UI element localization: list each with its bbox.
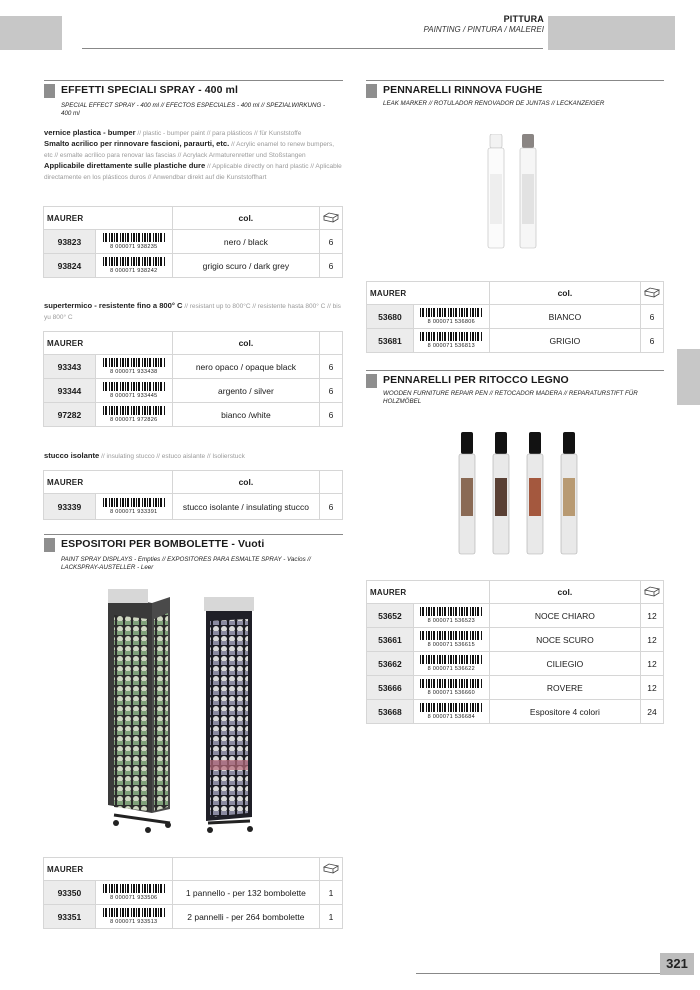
brand-logo: MAURER xyxy=(44,207,173,230)
package-icon xyxy=(323,863,339,874)
barcode xyxy=(103,382,165,391)
section-subtitle: WOODEN FURNITURE REPAIR PEN // RETOCADOR MADERA // REPARATURSTIFT FÜR HOLZMÖBEL xyxy=(383,390,638,405)
table-row: 93351 8 000071 933513 2 pannelli - per 264 bombolette 1 xyxy=(44,905,343,929)
spray-desc-3: Applicabile direttamente sulle plastiche dure // Applicable directly on hard plastic // Aplicable directamente en los plásticos duros // Anwendbar direkt auf die Kunststoffhart xyxy=(44,161,342,181)
table-row: 53668 8 000071 536684 Espositore 4 colori 24 xyxy=(367,700,664,724)
page-header xyxy=(424,14,544,34)
header-block-left xyxy=(0,16,62,50)
table-wood xyxy=(366,580,664,724)
barcode xyxy=(103,908,165,917)
side-tab xyxy=(677,349,700,405)
col-header: col. xyxy=(172,471,319,494)
header-block-right xyxy=(548,16,675,50)
package-icon xyxy=(644,586,660,597)
table-row: 93824 8 000071 938242 grigio scuro / dark grey 6 xyxy=(44,254,343,278)
section-spray xyxy=(44,80,343,183)
table-row: 93339 8 000071 933391 stucco isolante / insulating stucco 6 xyxy=(44,494,343,520)
table-row: 53662 8 000071 536622 CILIEGIO 12 xyxy=(367,652,664,676)
table-thermo xyxy=(43,331,343,427)
barcode xyxy=(420,655,482,664)
footer-rule xyxy=(416,973,660,974)
brand-logo: MAURER xyxy=(367,282,490,305)
barcode xyxy=(103,406,165,415)
barcode xyxy=(103,257,165,266)
table-row: 53666 8 000071 536660 ROVERE 12 xyxy=(367,676,664,700)
header-subtitle: PAINTING / PINTURA / MALEREI xyxy=(423,25,544,34)
barcode xyxy=(420,679,482,688)
table-row: 97282 8 000071 972826 bianco /white 6 xyxy=(44,403,343,427)
table-row: 93350 8 000071 933506 1 pannello - per 132 bombolette 1 xyxy=(44,881,343,905)
table-row: 53661 8 000071 536615 NOCE SCURO 12 xyxy=(367,628,664,652)
table-row: 53681 8 000071 536813 GRIGIO 6 xyxy=(367,329,664,353)
col-header: col. xyxy=(172,332,319,355)
grout-markers-image xyxy=(484,134,544,254)
section-marker xyxy=(44,84,55,98)
section-marker xyxy=(366,84,377,98)
section-title: PENNARELLI PER RITOCCO LEGNO xyxy=(383,374,569,386)
barcode xyxy=(103,233,165,242)
section-subtitle: SPECIAL EFFECT SPRAY - 400 ml // EFECTOS ESPECIALES - 400 ml // SPEZIALWIRKUNG - 400 ml xyxy=(61,102,326,117)
brand-logo: MAURER xyxy=(44,471,173,494)
barcode xyxy=(420,332,482,341)
brand-logo: MAURER xyxy=(44,332,173,355)
display-stands-image xyxy=(100,585,270,840)
barcode xyxy=(103,884,165,893)
col-header: col. xyxy=(489,581,640,604)
table-stucco xyxy=(43,470,343,520)
spray-desc-1: vernice plastica - bumper // plastic - bumper paint // para plásticos // für Kunststoffe xyxy=(44,128,302,137)
package-icon xyxy=(644,287,660,298)
table-displays xyxy=(43,857,343,929)
table-row: 93344 8 000071 933445 argento / silver 6 xyxy=(44,379,343,403)
brand-logo: MAURER xyxy=(367,581,490,604)
barcode xyxy=(103,358,165,367)
section-wood xyxy=(366,370,664,406)
table-spray xyxy=(43,206,343,278)
barcode xyxy=(103,498,165,507)
section-subtitle: PAINT SPRAY DISPLAYS - Empties // EXPOSITORES PARA ESMALTE SPRAY - Vacíos // LACKSPRAY-AUSTELLER - Leer xyxy=(61,556,311,571)
table-row: 93823 8 000071 938235 nero / black 6 xyxy=(44,230,343,254)
section-title: PENNARELLI RINNOVA FUGHE xyxy=(383,84,543,96)
thermo-desc: supertermico - resistente fino a 800° C // resistant up to 800°C // resistente hasta 800° C // bis yu 800° C xyxy=(44,301,341,321)
section-marker xyxy=(366,374,377,388)
spray-desc-2: Smalto acrilico per rinnovare fascioni, paraurti, etc. // Acrylic enamel to renew bumpers, etc // esmalte acrílico para renovar las fascias // Acrylack Armaturenretter und Stoßstangen xyxy=(44,139,335,159)
table-row: 53680 8 000071 536806 BIANCO 6 xyxy=(367,305,664,329)
barcode xyxy=(420,703,482,712)
col-header: col. xyxy=(172,207,319,230)
col-header: col. xyxy=(489,282,640,305)
table-row: 53652 8 000071 536523 NOCE CHIARO 12 xyxy=(367,604,664,628)
section-title: ESPOSITORI PER BOMBOLETTE - Vuoti xyxy=(61,538,265,550)
table-grout xyxy=(366,281,664,353)
brand-logo: MAURER xyxy=(44,858,173,881)
barcode xyxy=(420,607,482,616)
section-title: EFFETTI SPECIALI SPRAY - 400 ml xyxy=(61,84,238,96)
section-subtitle: LEAK MARKER // ROTULADOR RENOVADOR DE JUNTAS // LECKANZEIGER xyxy=(383,100,605,107)
page-number: 321 xyxy=(660,953,694,975)
barcode xyxy=(420,308,482,317)
barcode xyxy=(420,631,482,640)
wood-markers-image xyxy=(455,430,580,560)
stucco-desc: stucco isolante // insulating stucco // estuco aislante // Isolierstuck xyxy=(44,451,245,460)
package-icon xyxy=(323,212,339,223)
section-marker xyxy=(44,538,55,552)
header-rule xyxy=(82,48,543,49)
section-grout xyxy=(366,80,664,108)
section-displays xyxy=(44,534,343,572)
table-row: 93343 8 000071 933438 nero opaco / opaque black 6 xyxy=(44,355,343,379)
header-title: PITTURA xyxy=(503,14,544,24)
